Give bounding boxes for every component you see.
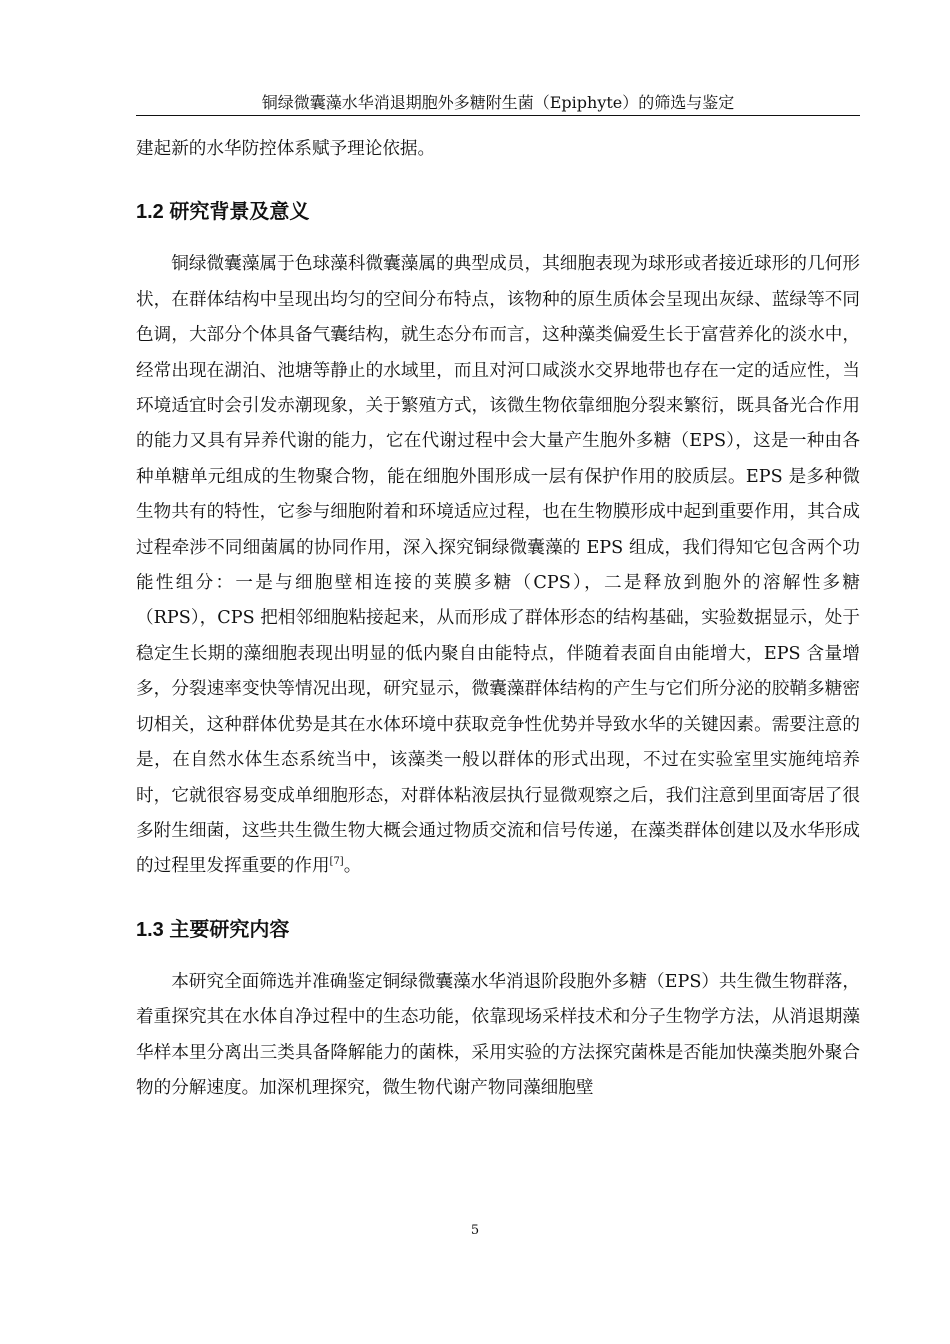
- section-1-2-paragraph: [136, 247, 860, 884]
- citation-reference[interactable]: [7]: [329, 856, 344, 868]
- page-body: [136, 132, 860, 1106]
- section-heading-1-3: 1.3 主要研究内容: [136, 918, 290, 941]
- section-1-2-paragraph-text: 铜绿微囊藻属于色球藻科微囊藻属的典型成员，其细胞表现为球形或者接近球形的几何形状，在群体结构中呈现出均匀的空间分布特点，该物种的原生质体会呈现出灰绿、蓝绿等不同色调，大部分个体具备气囊结构，就生态分布而言，这种藻类偏爱生长于富营养化的淡水中，经常出现在湖泊、池塘等静止的水域里，而且对河口咸淡水交界地带也存在一定的适应性，当环境适宜时会引发赤潮现象，关于繁殖方式，该微生物依靠细胞分裂来繁衍，既具备光合作用的能力又具有异养代谢的能力，它在代谢过程中会大量产生胞外多糖（EPS），这是一种由各种单糖单元组成的生物聚合物，能在细胞外围形成一层有保护作用的胶质层。EPS 是多种微生物共有的特性，它参与细胞附着和环境适应过程，也在生物膜形成中起到重要作用，其合成过程牵涉不同细菌属的协同作用，深入探究铜绿微囊藻的 EPS 组成，我们得知它包含两个功能性组分：一是与细胞壁相连接的荚膜多糖（CPS），二是释放到胞外的溶解性多糖（RPS），CPS 把相邻细胞粘接起来，从而形成了群体形态的结构基础，实验数据显示，处于稳定生长期的藻细胞表现出明显的低内聚自由能特点，伴随着表面自由能增大，EPS 含量增多，分裂速率变快等情况出现，研究显示，微囊藻群体结构的产生与它们所分泌的胶鞘多糖密切相关，这种群体优势是其在水体环境中获取竞争性优势并导致水华的关键因素。需要注意的是，在自然水体生态系统当中，该藻类一般以群体的形式出现，不过在实验室里实施纯培养时，它就很容易变成单细胞形态，对群体粘液层执行显微观察之后，我们注意到里面寄居了很多附生细菌，这些共生微生物大概会通过物质交流和信号传递，在藻类群体创建以及水华形成的过程里发挥重要的作用: [136, 254, 860, 877]
- section-1-3-paragraph: 本研究全面筛选并准确鉴定铜绿微囊藻水华消退阶段胞外多糖（EPS）共生微生物群落，着重探究其在水体自净过程中的生态功能，依靠现场采样技术和分子生物学方法，从消退期藻华样本里分离出三类具备降解能力的菌株，采用实验的方法探究菌株是否能加快藻类胞外聚合物的分解速度。加深机理探究，微生物代谢产物同藻细胞壁: [136, 971, 860, 1098]
- running-header-title: 铜绿微囊藻水华消退期胞外多糖附生菌（Epiphyte）的筛选与鉴定: [261, 93, 735, 112]
- page-number: 5: [470, 1223, 480, 1238]
- section-heading-1-2: 1.2 研究背景及意义: [136, 201, 310, 224]
- continuation-paragraph: 建起新的水华防控体系赋予理论依据。: [136, 139, 436, 159]
- section-1-2-paragraph-end: 。: [343, 856, 362, 877]
- header-divider: [136, 115, 860, 116]
